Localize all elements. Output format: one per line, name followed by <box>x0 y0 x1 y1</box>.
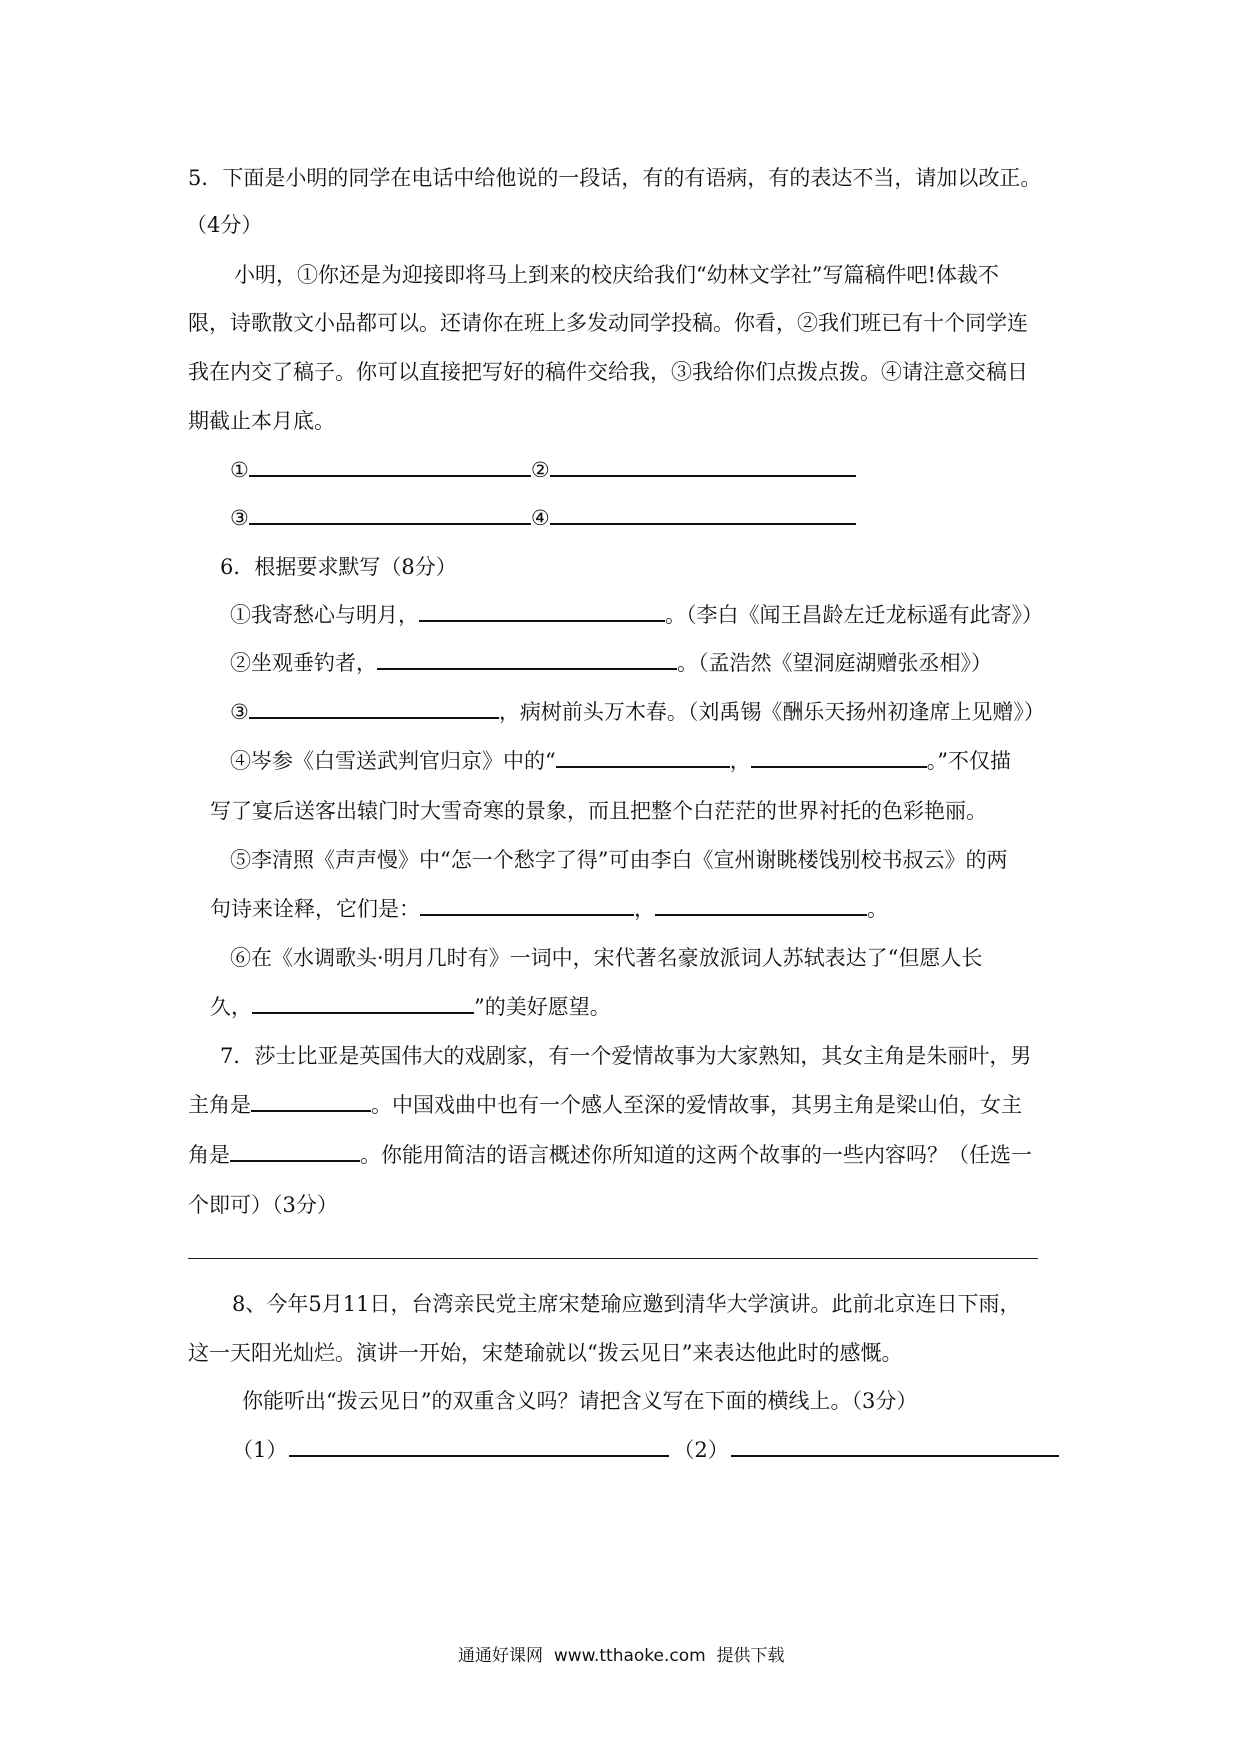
q7-female-lead-blank[interactable] <box>230 1142 360 1162</box>
q5-passage-line: 我在内交了稿子。你可以直接把写好的稿件交给我，③我给你们点拨点拨。④请注意交稿日 <box>188 360 1028 384</box>
q6-item-5-line1: ⑤李清照《声声慢》中“怎一个愁字了得”可由李白《宣州谢眺楼饯别校书叔云》的两 <box>230 848 1008 872</box>
q7-answer-line[interactable] <box>188 1258 1038 1259</box>
q6-item-4-prompt: ④岑参《白雪送武判官归京》中的“ <box>230 749 556 773</box>
q5-title-line2: （4分） <box>186 213 263 237</box>
q6-item-5-blank-1[interactable] <box>420 896 634 916</box>
q8-answer-row <box>232 1435 1059 1465</box>
q8-line3: 你能听出“拨云见日”的双重含义吗？请把含义写在下面的横线上。（3分） <box>242 1389 918 1413</box>
q6-item-4-tail: 。”不仅描 <box>926 749 1011 773</box>
q6-item-3 <box>230 697 1045 727</box>
q7-line4: 个即可）（3分） <box>188 1193 338 1217</box>
q5-answer-row-2 <box>230 503 856 533</box>
q6-item-6-prompt: 久， <box>210 995 252 1019</box>
q6-item-2 <box>230 648 992 678</box>
q6-item-4-blank-1[interactable] <box>556 748 730 768</box>
q6-item-2-blank[interactable] <box>377 650 677 670</box>
q6-item-4-line2: 写了宴后送客出辕门时大雪奇寒的景象，而且把整个白茫茫的世界衬托的色彩艳丽。 <box>210 799 987 823</box>
q6-item-1 <box>230 600 1043 630</box>
q6-item-2-source: 。（孟浩然《望洞庭湖赠张丞相》） <box>677 651 992 675</box>
q8-answer-blank-2[interactable] <box>731 1437 1059 1457</box>
q7-line2-prompt: 主角是 <box>188 1093 251 1117</box>
q5-answer-blank-2[interactable] <box>550 457 856 477</box>
q8-line2: 这一天阳光灿烂。演讲一开始，宋楚瑜就以“拨云见日”来表达他此时的感慨。 <box>188 1341 903 1365</box>
q7-line3-tail: 。你能用简洁的语言概述你所知道的这两个故事的一些内容吗？（任选一 <box>360 1143 1032 1167</box>
q6-item-5-comma: ， <box>634 897 655 921</box>
q8-label-1: （1） <box>232 1438 288 1462</box>
q7-line2-tail: 。中国戏曲中也有一个感人至深的爱情故事，其男主角是梁山伯，女主 <box>371 1093 1022 1117</box>
q5-title-line1: 5．下面是小明的同学在电话中给他说的一段话，有的有语病，有的表达不当，请加以改正。 <box>188 166 1042 190</box>
q5-answer-row-1 <box>230 455 856 485</box>
q6-item-4-blank-2[interactable] <box>751 748 927 768</box>
q5-marker-1: ① <box>230 458 249 482</box>
q6-item-5-line2 <box>210 894 888 924</box>
q5-answer-blank-3[interactable] <box>249 505 531 525</box>
q6-item-1-source: 。（李白《闻王昌龄左迁龙标遥有此寄》） <box>665 603 1043 627</box>
q6-item-4 <box>230 746 1011 776</box>
q8-line1: 8、今年5月11日，台湾亲民党主席宋楚瑜应邀到清华大学演讲。此前北京连日下雨， <box>232 1292 1021 1316</box>
q6-item-3-prompt: ③ <box>230 700 249 724</box>
q6-item-5-period: 。 <box>867 897 888 921</box>
q5-answer-blank-1[interactable] <box>249 457 531 477</box>
q6-title: 6．根据要求默写（8分） <box>220 555 457 579</box>
q8-label-2: （2） <box>673 1438 729 1462</box>
q5-passage-line: 限，诗歌散文小品都可以。还请你在班上多发动同学投稿。你看，②我们班已有十个同学连 <box>188 311 1028 335</box>
q6-item-6-tail: ”的美好愿望。 <box>474 995 611 1019</box>
q6-item-1-blank[interactable] <box>419 602 665 622</box>
footer-site-name: 通通好课网 <box>458 1646 543 1666</box>
q8-answer-blank-1[interactable] <box>289 1437 669 1457</box>
q6-item-4-comma: ， <box>729 749 751 773</box>
q6-item-5-prompt: 句诗来诠释，它们是： <box>210 897 420 921</box>
q6-item-3-blank[interactable] <box>249 699 499 719</box>
q6-item-5-blank-2[interactable] <box>655 896 867 916</box>
q7-line2 <box>188 1090 1022 1120</box>
page-footer <box>458 1641 785 1666</box>
q5-passage-line: 期截止本月底。 <box>188 409 335 433</box>
q7-line3 <box>188 1140 1032 1170</box>
q5-marker-4: ④ <box>530 506 550 530</box>
q6-item-3-source: ，病树前头万木春。（刘禹锡《酬乐天扬州初逢席上见赠》） <box>498 700 1045 724</box>
q5-marker-2: ② <box>530 458 550 482</box>
q5-marker-3: ③ <box>230 506 249 530</box>
q6-item-6-blank[interactable] <box>252 994 474 1014</box>
q5-passage-line: 小明，①你还是为迎接即将马上到来的校庆给我们“幼林文学社”写篇稿件吧!体裁不 <box>234 263 999 287</box>
footer-suffix: 提供下载 <box>716 1646 785 1666</box>
q6-item-6-line1: ⑥在《水调歌头·明月几时有》一词中，宋代著名豪放派词人苏轼表达了“但愿人长 <box>230 946 983 970</box>
q7-male-lead-blank[interactable] <box>251 1092 371 1112</box>
q5-answer-blank-4[interactable] <box>550 505 856 525</box>
q7-line1: 7．莎士比亚是英国伟大的戏剧家，有一个爱情故事为大家熟知，其女主角是朱丽叶，男 <box>220 1044 1032 1068</box>
q6-item-1-prompt: ①我寄愁心与明月， <box>230 603 419 627</box>
q6-item-2-prompt: ②坐观垂钓者， <box>230 651 377 675</box>
q7-line3-prompt: 角是 <box>188 1143 230 1167</box>
footer-url[interactable]: www.tthaoke.com <box>553 1646 706 1666</box>
q6-item-6-line2 <box>210 992 611 1022</box>
